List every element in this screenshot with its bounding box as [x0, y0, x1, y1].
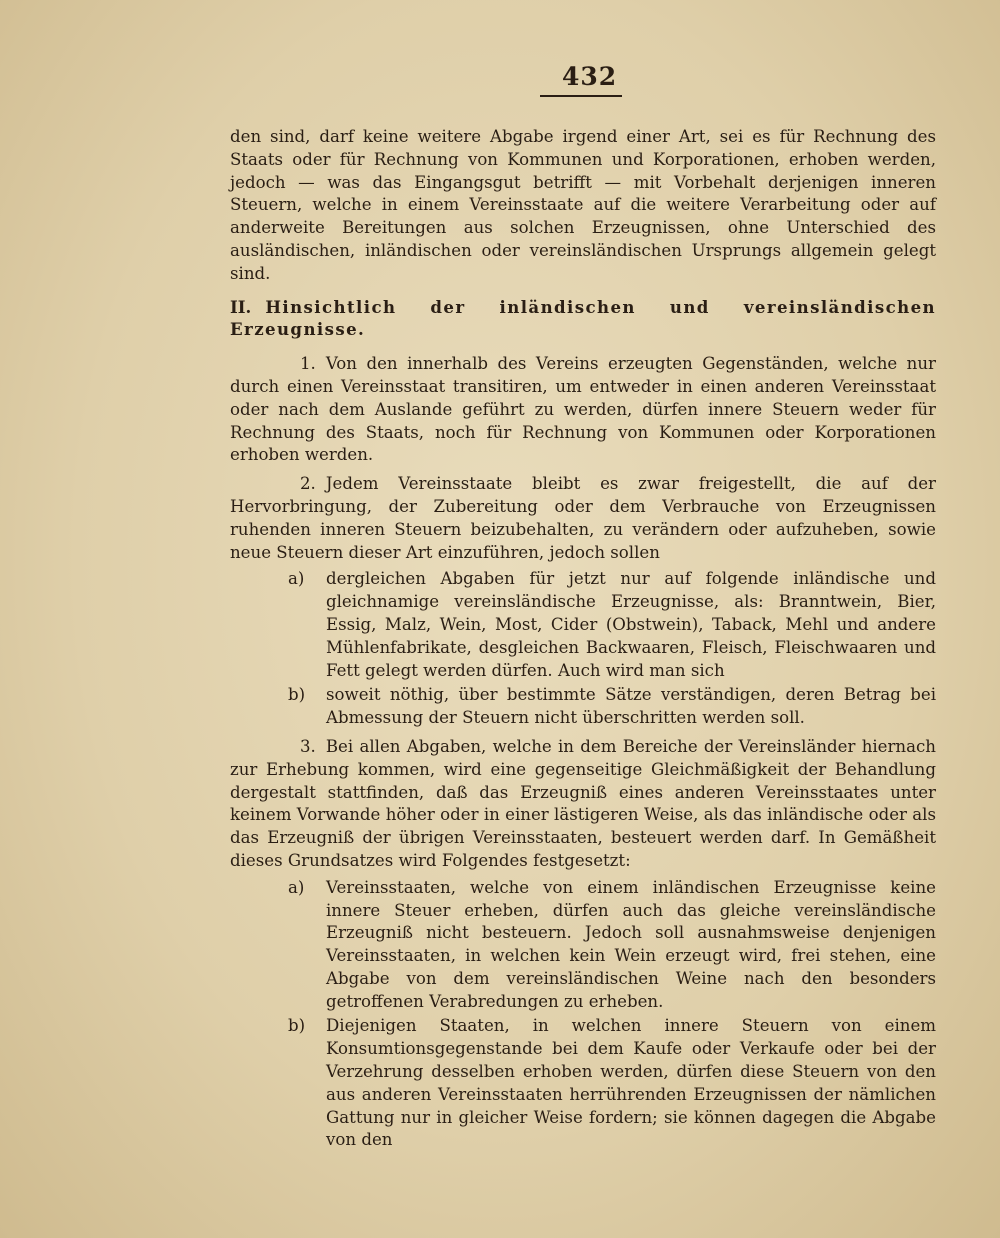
- list-item-2b: [230, 684, 936, 730]
- list-item-text: dergleichen Abgaben für jetzt nur auf folgende inländische und gleichnamige vereinsländische Erzeugnisse, als: Branntwein, Bier, Essig, Malz, Wein, Most, Cider (Obstwein), Taback, Mehl und andere Mühlenfabrikate, desgleichen Backwaaren, Fleisch, Fleischwaaren und Fett gelegt werden dürfen. Auch wird man sich: [326, 569, 936, 680]
- page-number-rule: [540, 95, 622, 97]
- paragraph-1: [230, 353, 936, 467]
- list-item-text: Vereinsstaaten, welche von einem inländischen Erzeugnisse keine innere Steuer erheben, dürfen auch das gleiche vereinsländische Erzeugniß nicht besteuern. Jedoch soll ausnahmsweise denjenigen Vereinsstaaten, in welchen kein Wein erzeugt wird, frei stehen, eine Abgabe von dem vereinsländischen Weine nach den besonders getroffenen Verabredungen zu erheben.: [326, 877, 936, 1011]
- list-item-mark: b): [288, 685, 306, 705]
- list-item-3a: [230, 877, 936, 1014]
- list-item-mark: b): [288, 1016, 306, 1036]
- body-text: [230, 126, 936, 1154]
- list-item-mark: a): [288, 877, 305, 897]
- paragraph-number: 2.: [300, 474, 316, 494]
- paragraph-text: Bei allen Abgaben, welche in dem Bereiche der Vereinsländer hiernach zur Erhebung kommen, wird eine gegenseitige Gleichmäßigkeit der Behandlung dergestalt stattfinden, daß das Erzeugniß eines anderen Vereinsstaates unter keinem Vorwande höher oder in einer lästigeren Weise, als das inländische oder als das Erzeugniß der übrigen Vereinsstaaten, besteuert werden darf. In Gemäßheit dieses Grundsatzes wird Folgendes festgesetzt:: [230, 736, 936, 870]
- paragraph-text: Von den innerhalb des Vereins erzeugten Gegenständen, welche nur durch einen Vereinsstaat transitiren, um entweder in einen anderen Vereinsstaat oder nach dem Auslande geführt zu werden, dürfen innere Steuern weder für Rechnung des Staats, noch für Rechnung von Kommunen oder Korporationen erhoben werden.: [230, 354, 936, 465]
- list-item-text: Diejenigen Staaten, in welchen innere Steuern von einem Konsumtionsgegenstande bei dem Kaufe oder Verkaufe oder bei der Verzehrung desselben erhoben werden, dürfen diese Steuern von den aus anderen Vereinsstaaten herrührenden Erzeugnissen der nämlichen Gattung nur in gleicher Weise fordern; sie können dagegen die Abgabe von den: [326, 1016, 936, 1150]
- paragraph-2: [230, 473, 936, 564]
- section-number: II.: [230, 296, 252, 317]
- list-item-3b: [230, 1015, 936, 1152]
- list-item-mark: a): [288, 569, 305, 589]
- page-number: 432: [562, 62, 618, 91]
- list-item-2a: [230, 568, 936, 682]
- section-title: Hinsichtlich der inländischen und vereinsländischen Erzeugnisse.: [230, 296, 936, 340]
- intro-paragraph: den sind, darf keine weitere Abgabe irgend einer Art, sei es für Rechnung des Staats oder für Rechnung von Kommunen und Korporationen, erhoben werden, jedoch — was das Eingangsgut betrifft — mit Vorbehalt derjenigen inneren Steuern, welche in einem Vereinsstaate auf die weitere Verarbeitung oder auf anderweite Bereitungen aus solchen Erzeugnissen, ohne Unterschied des ausländischen, inländischen oder vereinsländischen Ursprungs allgemein gelegt sind.: [230, 127, 936, 283]
- section-heading: [230, 296, 936, 342]
- paragraph-text: Jedem Vereinsstaate bleibt es zwar freigestellt, die auf der Hervorbringung, der Zubereitung oder dem Verbrauche von Erzeugnissen ruhenden inneren Steuern beizubehalten, zu verändern oder aufzuheben, sowie neue Steuern dieser Art einzuführen, jedoch sollen: [230, 474, 936, 562]
- paragraph-3: [230, 736, 936, 873]
- list-item-text: soweit nöthig, über bestimmte Sätze verständigen, deren Betrag bei Abmessung der Steuern nicht überschritten werden soll.: [326, 685, 936, 728]
- paragraph-number: 1.: [300, 354, 316, 374]
- paragraph-number: 3.: [300, 736, 316, 756]
